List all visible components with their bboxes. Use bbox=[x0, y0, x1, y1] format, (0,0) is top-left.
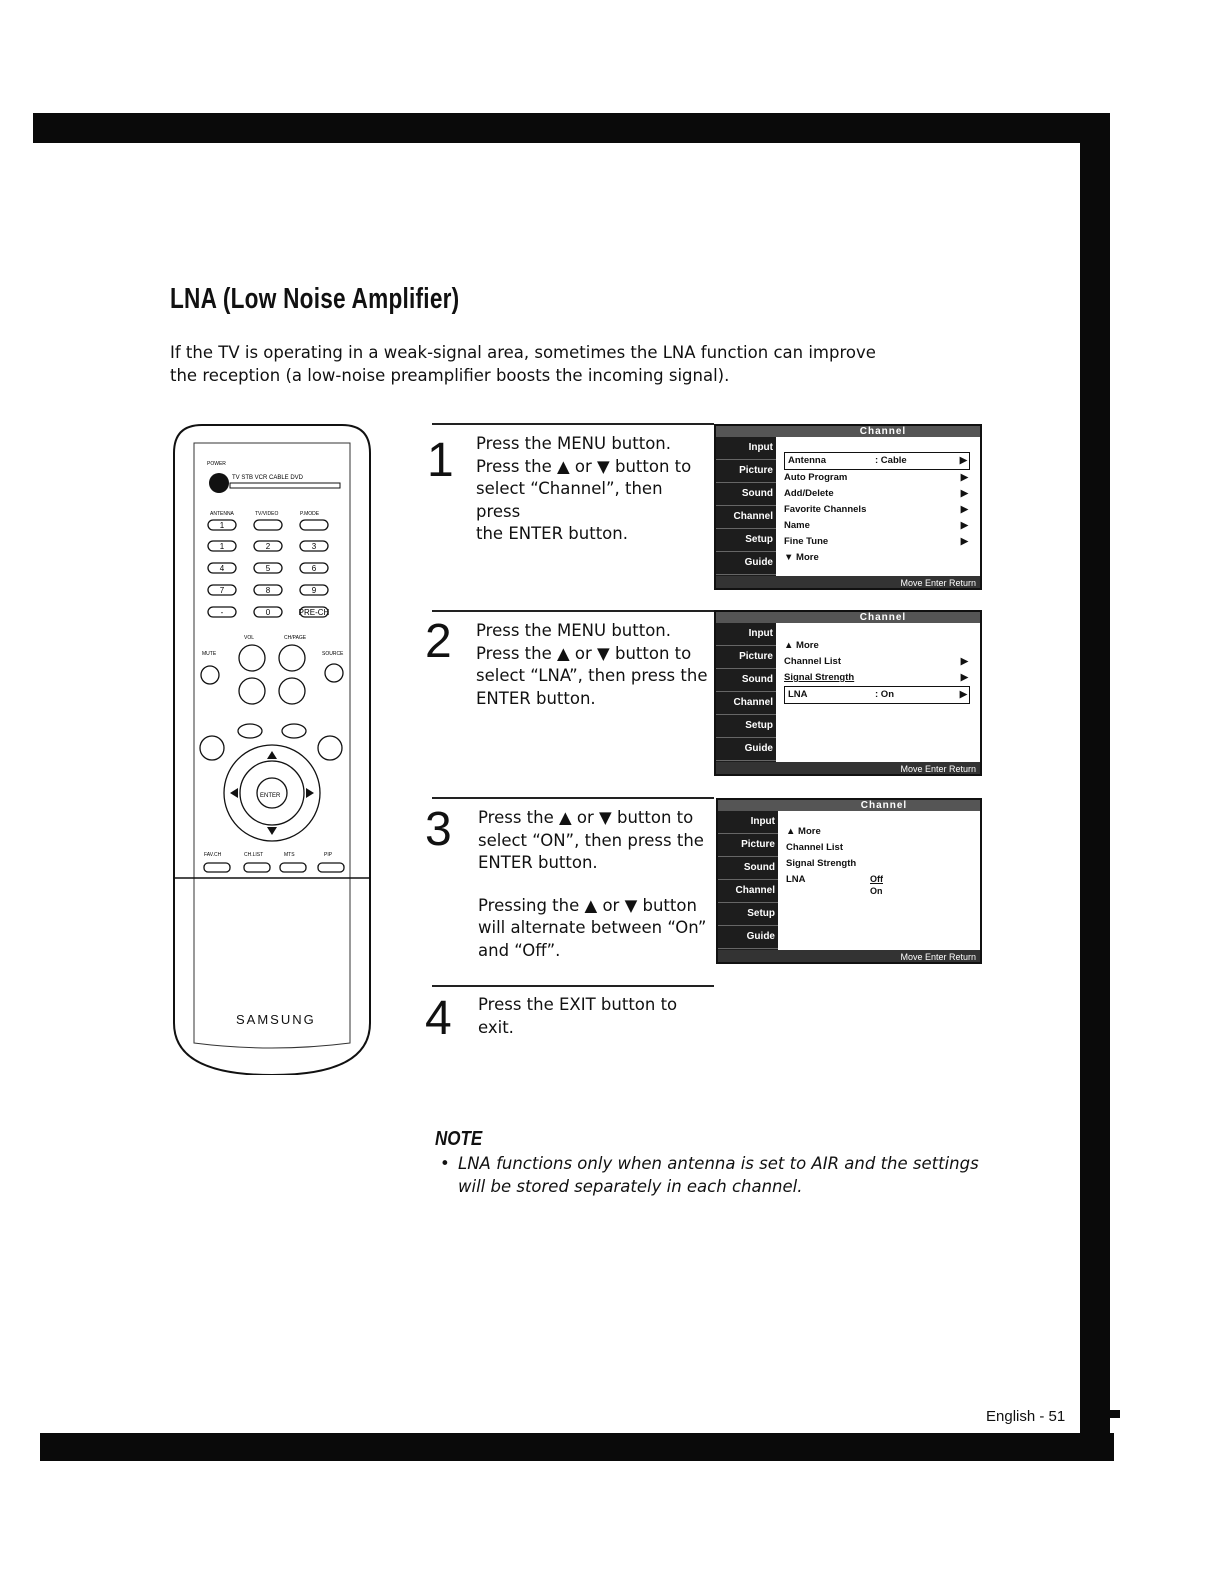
step-3-extra-line: Pressing the ▲ or ▼ button bbox=[478, 895, 697, 915]
svg-text:PRE-CH: PRE-CH bbox=[298, 608, 330, 617]
menu-row-signal-strength: Signal Strength ▶ bbox=[784, 672, 968, 683]
note-body bbox=[440, 1152, 980, 1198]
menu-row-channel-list: Channel List ▶ bbox=[784, 656, 968, 667]
step-3-line: Press the ▲ or ▼ button to bbox=[478, 808, 694, 827]
svg-text:6: 6 bbox=[311, 564, 317, 573]
svg-text:8: 8 bbox=[265, 586, 271, 595]
svg-text:MTS: MTS bbox=[284, 852, 295, 858]
note-bullet: • bbox=[440, 1154, 450, 1173]
sidebar-item-input: Input bbox=[716, 437, 776, 460]
svg-text:TV STB VCR CABLE DVD: TV STB VCR CABLE DVD bbox=[232, 475, 304, 481]
menu-row-more: ▲ More bbox=[786, 826, 821, 837]
sidebar-item-channel: Channel bbox=[718, 880, 778, 903]
svg-text:1: 1 bbox=[219, 521, 225, 530]
page-title: LNA (Low Noise Amplifier) bbox=[170, 283, 460, 315]
svg-text:ANTENNA: ANTENNA bbox=[210, 511, 234, 517]
screen-menu-list bbox=[784, 452, 970, 566]
menu-row-add-delete: Add/Delete ▶ bbox=[784, 488, 968, 499]
sidebar-item-sound: Sound bbox=[718, 857, 778, 880]
sidebar-item-setup: Setup bbox=[716, 529, 776, 552]
top-frame-bar bbox=[33, 113, 1110, 143]
svg-text:VOL: VOL bbox=[244, 635, 255, 641]
menu-row-auto-program: Auto Program ▶ bbox=[784, 472, 968, 483]
sidebar-item-sound: Sound bbox=[716, 669, 776, 692]
svg-text:9: 9 bbox=[311, 586, 317, 595]
step-1-text bbox=[476, 433, 711, 546]
sidebar-item-guide: Guide bbox=[718, 926, 778, 949]
svg-text:-: - bbox=[220, 608, 224, 617]
step-3-rule bbox=[432, 797, 714, 799]
bottom-frame-bar bbox=[40, 1433, 1114, 1461]
menu-row-more: ▲ More bbox=[784, 640, 819, 651]
svg-text:TV/VIDEO: TV/VIDEO bbox=[255, 511, 279, 517]
note-heading: NOTE bbox=[435, 1128, 483, 1150]
lna-option-off: Off bbox=[870, 874, 883, 884]
sidebar-item-sound: Sound bbox=[716, 483, 776, 506]
screen-title: Channel bbox=[859, 426, 907, 437]
step-1-line: the ENTER button. bbox=[476, 524, 628, 543]
step-2-line: ENTER button. bbox=[476, 688, 596, 708]
svg-text:FAV.CH: FAV.CH bbox=[204, 852, 222, 858]
note-text: LNA functions only when antenna is set to AIR and the settings will be stored separately in each channel. bbox=[458, 1154, 979, 1196]
sidebar-item-guide: Guide bbox=[716, 738, 776, 761]
step-3-spacer bbox=[478, 875, 713, 895]
step-3-extra-line: and “Off”. bbox=[478, 940, 561, 960]
sidebar-item-setup: Setup bbox=[718, 903, 778, 926]
step-1-line: Press the MENU button. bbox=[476, 434, 671, 453]
step-3-number: 3 bbox=[425, 803, 452, 856]
step-1-line: Press the ▲ or ▼ button to bbox=[476, 456, 692, 476]
screen-sidebar bbox=[716, 437, 776, 576]
svg-text:2: 2 bbox=[265, 542, 271, 551]
step-4-line: Press the EXIT button to exit. bbox=[478, 995, 678, 1037]
remote-control-illustration bbox=[172, 423, 372, 1075]
menu-row-lna: LNA bbox=[786, 874, 806, 885]
sidebar-item-channel: Channel bbox=[716, 506, 776, 529]
screen-menu-list bbox=[784, 638, 970, 704]
sidebar-item-guide: Guide bbox=[716, 552, 776, 575]
menu-row-fine-tune: Fine Tune ▶ bbox=[784, 536, 968, 547]
screen-title: Channel bbox=[860, 800, 908, 811]
step-4-text bbox=[478, 994, 718, 1039]
sidebar-item-picture: Picture bbox=[718, 834, 778, 857]
lna-option-on: On bbox=[870, 886, 883, 896]
sidebar-item-picture: Picture bbox=[716, 460, 776, 483]
screen-footer-strip: Move Enter Return bbox=[718, 950, 980, 962]
step-1-number: 1 bbox=[427, 434, 454, 487]
step-1-rule bbox=[432, 423, 714, 425]
menu-row-more: ▼ More bbox=[784, 552, 819, 563]
menu-row-signal-strength: Signal Strength bbox=[786, 858, 857, 869]
screen-title: Channel bbox=[859, 612, 907, 623]
sidebar-item-channel: Channel bbox=[716, 692, 776, 715]
svg-text:5: 5 bbox=[265, 564, 271, 573]
sidebar-item-setup: Setup bbox=[716, 715, 776, 738]
sidebar-item-input: Input bbox=[716, 623, 776, 646]
svg-text:POWER: POWER bbox=[207, 461, 226, 467]
svg-text:ENTER: ENTER bbox=[260, 793, 281, 799]
svg-text:3: 3 bbox=[311, 542, 317, 551]
screen-footer-strip: Move Enter Return bbox=[716, 762, 980, 774]
right-frame-tail bbox=[1080, 1410, 1120, 1418]
menu-row-channel-list: Channel List bbox=[786, 842, 844, 853]
menu-row-favorite-channels: Favorite Channels ▶ bbox=[784, 504, 968, 515]
screen-menu-list bbox=[786, 824, 970, 896]
tv-menu-screen-1 bbox=[714, 424, 982, 590]
step-3-extra-line: will alternate between “On” bbox=[478, 918, 707, 937]
svg-text:7: 7 bbox=[219, 586, 225, 595]
sidebar-item-picture: Picture bbox=[716, 646, 776, 669]
step-3-text bbox=[478, 807, 713, 962]
step-3-line: ENTER button. bbox=[478, 853, 598, 872]
svg-text:PIP: PIP bbox=[324, 852, 333, 858]
screen-sidebar bbox=[718, 811, 778, 950]
menu-row-lna: LNA : On ▶ bbox=[784, 686, 970, 704]
step-4-rule bbox=[432, 985, 714, 987]
svg-text:MUTE: MUTE bbox=[202, 651, 217, 657]
screen-footer-strip: Move Enter Return bbox=[716, 576, 980, 588]
step-1-line: select “Channel”, then press bbox=[476, 479, 663, 521]
tv-menu-screen-2 bbox=[714, 610, 982, 776]
step-3-line: select “ON”, then press the bbox=[478, 830, 704, 850]
svg-text:CH.LIST: CH.LIST bbox=[244, 852, 264, 858]
svg-text:4: 4 bbox=[219, 564, 225, 573]
remote-brand-label: SAMSUNG bbox=[236, 1012, 316, 1027]
intro-paragraph: If the TV is operating in a weak-signal area, sometimes the LNA function can improve the reception (a low-noise preamplifier boosts the incoming signal). bbox=[170, 343, 876, 385]
step-2-line: Press the ▲ or ▼ button to bbox=[476, 643, 692, 663]
step-2-text bbox=[476, 620, 711, 710]
step-2-line: Press the MENU button. bbox=[476, 621, 671, 640]
menu-row-name: Name ▶ bbox=[784, 520, 968, 531]
screen-sidebar bbox=[716, 623, 776, 762]
page-footer: English - 51 bbox=[986, 1408, 1066, 1425]
menu-row-antenna: Antenna : Cable ▶ bbox=[784, 452, 970, 470]
svg-text:0: 0 bbox=[265, 608, 271, 617]
svg-text:CH/PAGE: CH/PAGE bbox=[284, 635, 307, 641]
step-2-line: select “LNA”, then press the bbox=[476, 666, 708, 685]
step-2-rule bbox=[432, 610, 714, 612]
svg-text:P.MODE: P.MODE bbox=[300, 511, 320, 517]
step-2-number: 2 bbox=[425, 615, 452, 668]
svg-text:SOURCE: SOURCE bbox=[322, 651, 344, 657]
right-frame-bar bbox=[1080, 113, 1110, 1433]
step-4-number: 4 bbox=[425, 992, 452, 1045]
svg-text:1: 1 bbox=[219, 542, 225, 551]
tv-menu-screen-3 bbox=[716, 798, 982, 964]
sidebar-item-input: Input bbox=[718, 811, 778, 834]
